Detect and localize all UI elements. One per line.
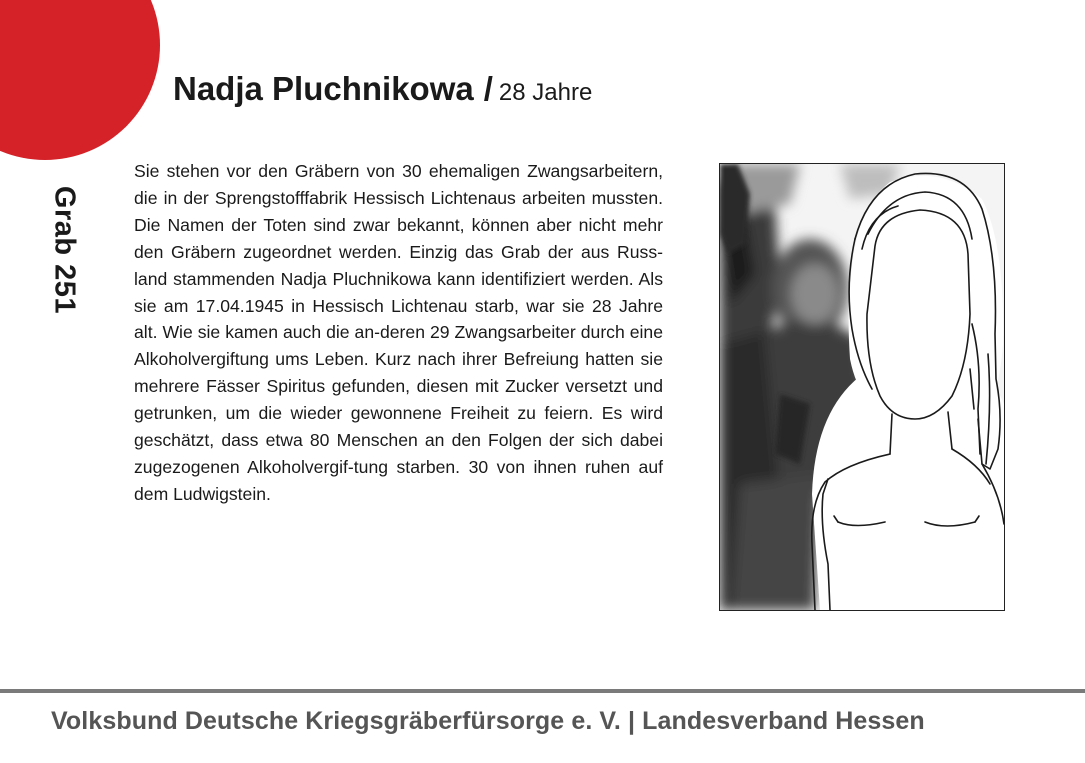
red-circle-decoration [0,0,160,160]
grave-number-label: Grab 251 [48,185,81,315]
footer-organization: Volksbund Deutsche Kriegsgräberfürsorge e. V. | Landesverband Hessen [51,707,925,735]
person-name: Nadja Pluchnikowa [173,70,474,107]
page-title [173,72,592,105]
title-separator: / [483,70,493,107]
footer-divider [0,689,1085,693]
body-paragraph: Sie stehen vor den Gräbern von 30 ehemaligen Zwangsarbeitern, die in der Sprengstofffabrik Hessisch Lichtenaus arbeiten mussten. Die Namen der Toten sind zwar bekannt, können aber nicht mehr den Gräbern zugeordnet werden. Einzig das Grab der aus Russ-land stammenden Nadja Pluchnikowa kann identifiziert werden. Als sie am 17.04.1945 in Hessisch Lichtenau starb, war sie 28 Jahre alt. Wie sie kamen auch die an-deren 29 Zwangsarbeiter durch eine Alkoholvergiftung ums Leben. Kurz nach ihrer Befreiung hatten sie mehrere Fässer Spiritus gefunden, diesen mit Zucker versetzt und getrunken, um die wieder gewonnene Freiheit zu feiern. Es wird geschätzt, dass etwa 80 Menschen an den Folgen der sich dabei zugezogenen Alkoholvergif-tung starben. 30 von ihnen ruhen auf dem Ludwigstein. [134,161,663,504]
person-age: 28 Jahre [498,79,593,106]
portrait-illustration [719,163,1005,611]
